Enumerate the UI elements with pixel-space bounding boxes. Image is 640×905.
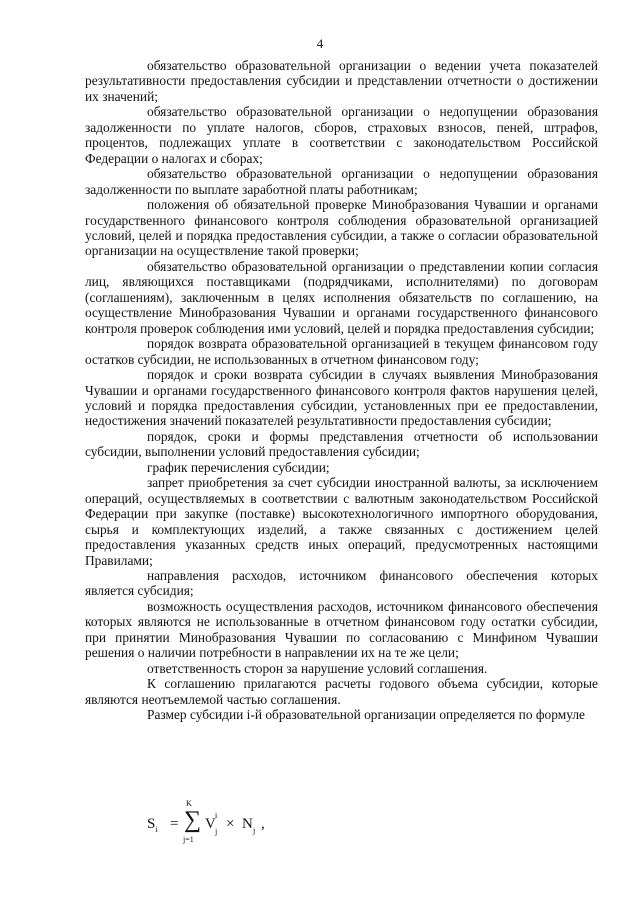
paragraph: направления расходов, источником финансового обеспечения которых является субсидия; <box>85 567 598 599</box>
paragraph: порядок возврата образовательной организацией в текущем финансовом году остатков субсидии, не использованных в отчетном финансовом году; <box>85 336 598 367</box>
paragraph: положения об обязательной проверке Минобразования Чувашии и органами государственного финансового контроля соблюдения образовательной организацией условий, целей и порядка предоставления субсидии, а также о согласии образовательной организации на осуществление такой проверки; <box>85 197 598 259</box>
paragraph: ответственность сторон за нарушение условий соглашения. <box>147 660 488 676</box>
paragraph: обязательство образовательной организации о недопущении образования задолженности по выплате заработной платы работникам; <box>85 166 598 197</box>
formula-v-subscript: j <box>215 827 218 836</box>
formula-lhs: $S_i$ <box>147 816 158 834</box>
paragraph: К соглашению прилагаются расчеты годового объема субсидии, которые являются неотъемлемой частью соглашения. <box>85 676 598 707</box>
formula-times: × <box>226 816 235 832</box>
sum-upper-limit: K <box>186 799 192 808</box>
paragraph: Размер субсидии i-й образовательной организации определяется по формуле <box>147 707 585 723</box>
sum-symbol: ∑ <box>184 807 202 833</box>
formula-v-superscript: i <box>215 811 218 820</box>
paragraph: обязательство образовательной организации о ведении учета показателей результативности предоставления субсидии и представлении отчетности о достижении их значений; <box>85 58 598 104</box>
paragraph: порядок и сроки возврата субсидии в случаях выявления Минобразования Чувашии и органами государственного финансового контроля фактов нарушения целей, условий и порядка предоставления субсидии, установленных при ее предоставлении, недостижения значений показателей результативности предоставления субсидии; <box>85 367 598 429</box>
paragraph: график перечисления субсидии; <box>147 459 330 475</box>
paragraph: обязательство образовательной организации о недопущении образования задолженности по уплате налогов, сборов, страховых взносов, пеней, штрафов, процентов, подлежащих уплате в соответствии с законодательством Российской Федерации о налогах и сборах; <box>85 104 598 166</box>
formula-v: V <box>205 816 216 832</box>
formula-comma: , <box>261 816 265 832</box>
formula-equals: = <box>170 816 179 832</box>
paragraph: возможность осуществления расходов, источником финансового обеспечения которых являются не использованные в отчетном финансовом году остатки субсидии, при принятии Минобразования Чувашии по согласованию с Минфином Чувашии решения о наличии потребности в направлении их на те же цели; <box>85 598 598 661</box>
body-text <box>85 58 598 722</box>
subsidy-formula <box>147 799 307 848</box>
sum-lower-limit: j=1 <box>183 835 194 844</box>
formula-n-subscript: j <box>253 826 256 835</box>
paragraph: запрет приобретения за счет субсидии иностранной валюты, за исключением операций, осуществляемых в соответствии с валютным законодательством Российской Федерации при закупке (поставке) высокотехнологичного импортного оборудования, сырья и комплектующих изделий, а также связанных с достижением целей предоставления указанных средств иных операций, предусмотренных настоящими Правилами; <box>85 475 598 568</box>
formula-lhs-subscript: i <box>155 825 158 834</box>
paragraph: обязательство образовательной организации о представлении копии согласия лиц, являющихся поставщиками (подрядчиками, исполнителями) по договорам (соглашениям), заключенным в целях исполнения обязательств по соглашению, на осуществление Минобразования Чувашии и органами государственного финансового контроля проверок соблюдения ими условий, целей и порядка предоставления субсидии; <box>85 258 598 336</box>
paragraph: порядок, сроки и формы представления отчетности об использовании субсидии, выполнении условий предоставления субсидии; <box>85 428 598 460</box>
page-number: 4 <box>316 36 324 51</box>
formula-n: N <box>242 816 253 832</box>
